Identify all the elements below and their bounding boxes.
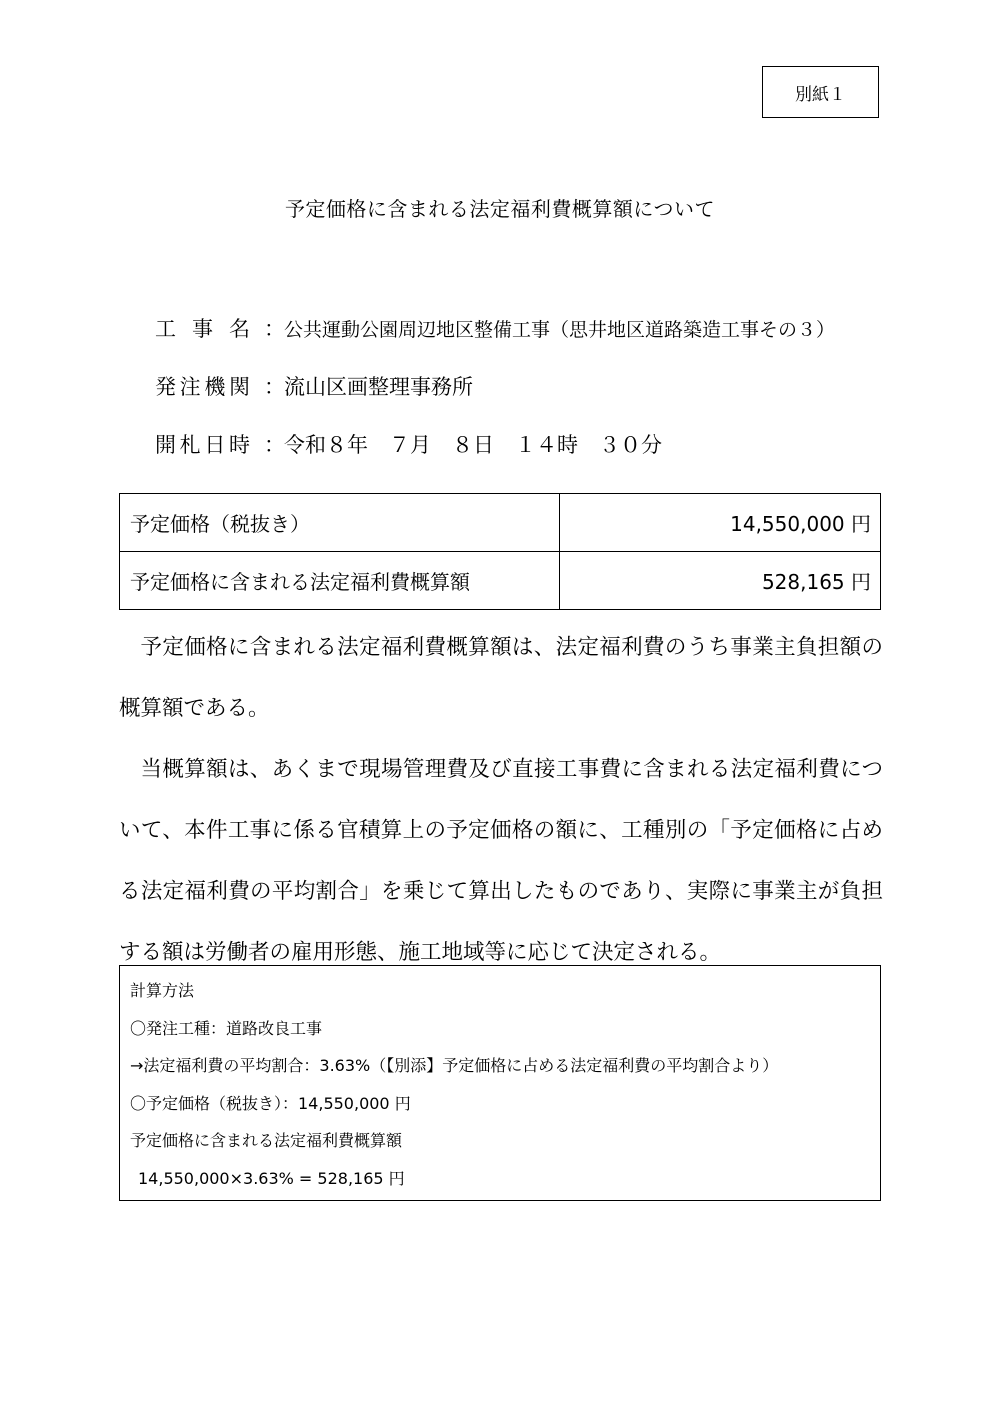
calculation-work-type: 〇発注工種：道路改良工事 <box>130 1018 323 1038</box>
planned-price-value: 14,550,000 円 <box>560 494 881 552</box>
ordering-agency-label: 発注機関 <box>155 375 250 399</box>
calculation-average-ratio: →法定福利費の平均割合：3.63%（【別添】予定価格に占める法定福利費の平均割合より） <box>130 1056 779 1075</box>
body-text <box>119 617 883 983</box>
ordering-agency-value: 流山区画整理事務所 <box>284 375 473 399</box>
calculation-formula: 14,550,000×3.63% = 528,165 円 <box>138 1168 405 1188</box>
info-bid-opening <box>155 429 662 459</box>
calculation-planned-price: 〇予定価格（税抜き）：14,550,000 円 <box>130 1093 411 1113</box>
info-construction-name <box>155 313 835 343</box>
info-ordering-agency <box>155 371 473 401</box>
calculation-heading: 計算方法 <box>130 981 195 1000</box>
bid-opening-value: 令和８年 ７月 ８日 １４時 ３０分 <box>284 433 662 457</box>
table-row <box>120 552 881 610</box>
attachment-label: 別紙１ <box>762 66 879 118</box>
table-row <box>120 494 881 552</box>
construction-name-label: 工 事 名 <box>155 317 250 341</box>
calculation-box <box>119 965 881 1201</box>
construction-name-value: 公共運動公園周辺地区整備工事（思井地区道路築造工事その３） <box>284 319 836 341</box>
separator: ： <box>264 375 285 399</box>
paragraph-2: 当概算額は、あくまで現場管理費及び直接工事費に含まれる法定福利費について、本件工事に係る官積算上の予定価格の額に、工種別の「予定価格に占める法定福利費の平均割合」を乗じて算出したものであり、実際に事業主が負担する額は労働者の雇用形態、施工地域等に応じて決定される。 <box>119 757 883 965</box>
separator: ： <box>264 317 285 341</box>
bid-opening-label: 開札日時 <box>155 433 250 457</box>
welfare-estimate-value: 528,165 円 <box>560 552 881 610</box>
planned-price-label: 予定価格（税抜き） <box>120 494 560 552</box>
welfare-estimate-label: 予定価格に含まれる法定福利費概算額 <box>120 552 560 610</box>
document-title: 予定価格に含まれる法定福利費概算額について <box>284 197 716 221</box>
calculation-estimate-label: 予定価格に含まれる法定福利費概算額 <box>130 1131 403 1150</box>
price-table <box>119 493 881 610</box>
separator: ： <box>264 433 285 457</box>
paragraph-1: 予定価格に含まれる法定福利費概算額は、法定福利費のうち事業主負担額の概算額である。 <box>119 635 883 721</box>
